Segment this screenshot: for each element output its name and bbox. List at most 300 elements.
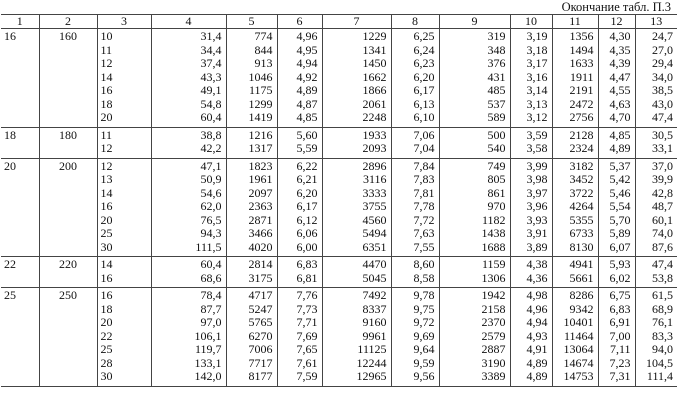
table-cell: 4,96 (526, 301, 548, 316)
table-cell: 7,00 (609, 328, 631, 343)
table-cell: 844 (254, 42, 273, 57)
table-cell: 87,7 (200, 301, 222, 316)
group-key-col2: 160 (59, 29, 77, 43)
table-cell: 1438 (481, 226, 506, 240)
table-cell: 22 (100, 328, 113, 343)
table-cell: 6,06 (296, 226, 318, 240)
table-cell: 4470 (362, 257, 387, 271)
table-cell: 6,25 (413, 29, 435, 43)
table-cell: 7,11 (609, 342, 631, 356)
table-cell: 87,6 (652, 239, 673, 254)
table-cell: 4,92 (296, 69, 318, 84)
table-cell: 2158 (481, 301, 506, 316)
table-cell: 4,35 (609, 42, 631, 57)
table-cell: 3,12 (526, 110, 548, 124)
table-cell: 20 (100, 212, 113, 227)
table-cell: 3722 (569, 185, 594, 200)
table-cell: 1175 (248, 83, 273, 97)
table-cell: 14 (100, 69, 113, 84)
table-cell: 2896 (362, 158, 387, 173)
table-cell: 7,59 (296, 369, 318, 383)
table-cell: 4,98 (526, 288, 548, 302)
table-cell: 47,4 (652, 257, 673, 271)
table-cell: 76,1 (652, 315, 673, 329)
table-cell: 11 (100, 127, 113, 142)
table-cell: 133,1 (194, 355, 222, 370)
table-cell: 2579 (481, 328, 506, 343)
column-header-3: 3 (97, 15, 151, 29)
group-key-col1: 20 (4, 158, 16, 173)
table-cell: 38,5 (652, 83, 673, 97)
table-cell: 9,75 (413, 301, 435, 316)
table-cell: 5045 (362, 270, 387, 285)
table-cell: 37,4 (200, 56, 222, 70)
table-cell: 3,17 (526, 56, 548, 70)
table-cell: 48,7 (652, 199, 673, 213)
table-cell: 5494 (362, 226, 387, 240)
table-cell: 3,58 (526, 141, 548, 155)
table-cell: 83,3 (652, 328, 673, 343)
table-cell: 8130 (569, 239, 594, 254)
table-cell: 6,21 (296, 172, 318, 186)
table-cell: 2324 (569, 141, 594, 155)
table-cell: 60,1 (652, 212, 673, 227)
group-key-col1: 22 (4, 257, 16, 271)
table-caption: Окончание табл. П.3 (561, 0, 671, 14)
table-cell: 7,69 (296, 328, 318, 343)
column-header-6: 6 (277, 15, 322, 29)
table-cell: 4,89 (609, 141, 631, 155)
table-cell: 16 (100, 288, 113, 302)
table-cell: 2370 (481, 315, 506, 329)
table-cell: 1341 (362, 42, 387, 57)
table-cell: 7,76 (296, 288, 318, 302)
table-cell: 7,65 (296, 342, 318, 356)
table-cell: 111,5 (195, 239, 222, 254)
table-cell: 1306 (481, 270, 506, 285)
table-cell: 47,1 (200, 158, 222, 173)
table-cell: 1299 (248, 96, 273, 111)
table-cell: 6,00 (296, 239, 318, 254)
table-cell: 27,0 (652, 42, 673, 57)
table-body (1, 29, 677, 387)
group-key-col1: 18 (4, 127, 16, 142)
column-header-8: 8 (391, 15, 439, 29)
table-cell: 74,0 (652, 226, 673, 240)
table-cell: 5,59 (296, 141, 318, 155)
table-cell: 4560 (362, 212, 387, 227)
table-cell: 7,73 (296, 301, 318, 316)
table-cell: 25 (100, 226, 113, 240)
table-cell: 53,8 (652, 270, 673, 285)
table-cell: 4264 (569, 199, 594, 213)
data-table (1, 14, 677, 387)
table-cell: 3,98 (526, 172, 548, 186)
group-key-col1: 25 (4, 288, 16, 302)
table-cell: 6,91 (609, 315, 631, 329)
table-cell: 4,39 (609, 56, 631, 70)
table-cell: 7,06 (413, 127, 435, 142)
table-cell: 1662 (362, 69, 387, 84)
table-cell: 6,75 (609, 288, 631, 302)
table-cell: 6733 (569, 226, 594, 240)
table-cell: 10 (100, 29, 113, 43)
table-cell: 500 (487, 127, 506, 142)
table-cell: 8,58 (413, 270, 435, 285)
table-cell: 7,84 (413, 158, 435, 173)
table-cell: 7,23 (609, 355, 631, 370)
table-cell: 540 (487, 141, 506, 155)
table-cell: 8177 (248, 369, 273, 383)
table-cell: 1823 (248, 158, 273, 173)
table-cell: 16 (100, 199, 113, 213)
table-cell: 3452 (569, 172, 594, 186)
table-cell: 8286 (569, 288, 594, 302)
table-cell: 33,1 (652, 141, 673, 155)
table-cell: 4,63 (609, 96, 631, 111)
table-cell: 4,38 (526, 257, 548, 271)
table-cell: 37,0 (652, 158, 673, 173)
table-cell: 3,91 (526, 226, 548, 240)
table-cell: 3,59 (526, 127, 548, 142)
column-header-4: 4 (151, 15, 226, 29)
table-cell: 319 (487, 29, 506, 43)
table-cell: 2871 (248, 212, 273, 227)
table-cell: 6,22 (296, 158, 318, 173)
table-cell: 7,04 (413, 141, 435, 155)
table-cell: 5,89 (609, 226, 631, 240)
table-cell: 4717 (248, 288, 273, 302)
table-cell: 4,85 (296, 110, 318, 124)
table-cell: 43,0 (652, 96, 673, 111)
table-cell: 1866 (362, 83, 387, 97)
table-cell: 14 (100, 185, 113, 200)
table-cell: 485 (487, 83, 506, 97)
table-cell: 16 (100, 83, 113, 97)
table-cell: 12244 (356, 355, 387, 370)
table-cell: 7,78 (413, 199, 435, 213)
table-cell: 6,83 (296, 257, 318, 271)
table-cell: 4,85 (609, 127, 631, 142)
table-cell: 3333 (362, 185, 387, 200)
column-header-13: 13 (635, 15, 677, 29)
table-cell: 774 (254, 29, 273, 43)
table-cell: 1933 (362, 127, 387, 142)
column-header-1: 1 (1, 15, 39, 29)
table-cell: 2061 (362, 96, 387, 111)
table-cell: 1356 (569, 29, 594, 43)
table-cell: 1911 (569, 69, 594, 84)
table-cell: 6,83 (609, 301, 631, 316)
table-cell: 3,16 (526, 69, 548, 84)
table-cell: 376 (487, 56, 506, 70)
column-header-12: 12 (598, 15, 635, 29)
column-header-9: 9 (439, 15, 510, 29)
table-cell: 4,93 (526, 328, 548, 343)
table-cell: 68,6 (200, 270, 222, 285)
table-cell: 18 (100, 96, 113, 111)
table-cell: 6,24 (413, 42, 435, 57)
table-cell: 142,0 (194, 369, 222, 383)
table-cell: 11125 (357, 342, 387, 356)
table-cell: 2363 (248, 199, 273, 213)
table-cell: 6,20 (296, 185, 318, 200)
table-cell: 431 (487, 69, 506, 84)
table-cell: 2097 (248, 185, 273, 200)
table-cell: 7,81 (413, 185, 435, 200)
table-cell: 913 (254, 56, 273, 70)
table-cell: 14674 (563, 355, 594, 370)
table-cell: 29,4 (652, 56, 673, 70)
table-cell: 2191 (569, 83, 594, 97)
table-cell: 7,63 (413, 226, 435, 240)
table-cell: 78,4 (200, 288, 222, 302)
table-cell: 2814 (248, 257, 273, 271)
table-cell: 4941 (569, 257, 594, 271)
table-cell: 7,61 (296, 355, 318, 370)
table-cell: 3,14 (526, 83, 548, 97)
table-cell: 9,59 (413, 355, 435, 370)
table-cell: 104,5 (646, 355, 673, 370)
table-cell: 6270 (248, 328, 273, 343)
table-cell: 8337 (362, 301, 387, 316)
table-cell: 25 (100, 342, 113, 356)
table-cell: 60,4 (200, 257, 222, 271)
table-cell: 9,72 (413, 315, 435, 329)
table-cell: 7,55 (413, 239, 435, 254)
table-cell: 7,71 (296, 315, 318, 329)
column-header-10: 10 (510, 15, 552, 29)
table-cell: 4,55 (609, 83, 631, 97)
header-row (1, 15, 677, 29)
table-cell: 4,47 (609, 69, 631, 84)
table-cell: 4,30 (609, 29, 631, 43)
table-cell: 861 (487, 185, 506, 200)
table-cell: 28 (100, 355, 113, 370)
table-cell: 9,69 (413, 328, 435, 343)
table-cell: 12 (100, 158, 113, 173)
table-cell: 1942 (481, 288, 506, 302)
table-cell: 6351 (362, 239, 387, 254)
table-cell: 12965 (356, 369, 387, 383)
table-cell: 1633 (569, 56, 594, 70)
table-cell: 3175 (248, 270, 273, 285)
table-cell: 4,87 (296, 96, 318, 111)
table-cell: 20 (100, 110, 113, 124)
table-cell: 54,8 (200, 96, 222, 111)
table-cell: 1450 (362, 56, 387, 70)
table-cell: 1159 (481, 257, 506, 271)
table-cell: 4,36 (526, 270, 548, 285)
table-cell: 14 (100, 257, 113, 271)
table-cell: 5765 (248, 315, 273, 329)
table-cell: 5,37 (609, 158, 631, 173)
table-cell: 4,89 (526, 369, 548, 383)
table-cell: 24,7 (652, 29, 673, 43)
table-cell: 3,97 (526, 185, 548, 200)
table-cell: 9,64 (413, 342, 435, 356)
table-cell: 1688 (481, 239, 506, 254)
table-cell: 3116 (362, 172, 387, 186)
table-cell: 3182 (569, 158, 594, 173)
table-cell: 1494 (569, 42, 594, 57)
table-cell: 47,4 (652, 110, 673, 124)
table-cell: 4,89 (296, 83, 318, 97)
table-cell: 1182 (481, 212, 506, 227)
table-cell: 2887 (481, 342, 506, 356)
table-cell: 8,60 (413, 257, 435, 271)
table-cell: 6,23 (413, 56, 435, 70)
table-row-group (1, 288, 677, 387)
table-cell: 3,89 (526, 239, 548, 254)
table-cell: 7717 (248, 355, 273, 370)
table-cell: 4020 (248, 239, 273, 254)
table-cell: 50,9 (200, 172, 222, 186)
table-cell: 111,4 (646, 369, 673, 383)
group-key-col2: 250 (59, 288, 77, 302)
table-cell: 2248 (362, 110, 387, 124)
table-cell: 62,0 (200, 199, 222, 213)
table-cell: 3190 (481, 355, 506, 370)
group-key-col2: 180 (59, 127, 77, 142)
table-cell: 11464 (563, 328, 594, 343)
table-cell: 6,07 (609, 239, 631, 254)
table-cell: 38,8 (200, 127, 222, 142)
table-cell: 3,99 (526, 158, 548, 173)
table-cell: 34,0 (652, 69, 673, 84)
table-cell: 9961 (362, 328, 387, 343)
table-cell: 4,94 (296, 56, 318, 70)
table-cell: 7,31 (609, 369, 631, 383)
table-cell: 4,95 (296, 42, 318, 57)
group-key-col1: 16 (4, 29, 16, 43)
table-cell: 3,96 (526, 199, 548, 213)
table-cell: 5,60 (296, 127, 318, 142)
table-cell: 7492 (362, 288, 387, 302)
table-cell: 348 (487, 42, 506, 57)
table-cell: 1419 (248, 110, 273, 124)
table-cell: 10401 (563, 315, 594, 329)
table-cell: 54,6 (200, 185, 222, 200)
table-cell: 94,0 (652, 342, 673, 356)
table-cell: 3,19 (526, 29, 548, 43)
table-cell: 42,2 (200, 141, 222, 155)
column-header-2: 2 (39, 15, 97, 29)
table-cell: 11 (100, 42, 113, 57)
table-row-group (1, 127, 677, 158)
table-cell: 9342 (569, 301, 594, 316)
table-cell: 1961 (248, 172, 273, 186)
column-header-5: 5 (226, 15, 277, 29)
table-cell: 43,3 (200, 69, 222, 84)
group-key-col2: 220 (59, 257, 77, 271)
table-cell: 3755 (362, 199, 387, 213)
table-cell: 1229 (362, 29, 387, 43)
table-cell: 2472 (569, 96, 594, 111)
table-cell: 14753 (563, 369, 594, 383)
table-cell: 5,46 (609, 185, 631, 200)
table-cell: 94,3 (200, 226, 222, 240)
table-cell: 6,10 (413, 110, 435, 124)
table-cell: 3,18 (526, 42, 548, 57)
table-row-group (1, 257, 677, 288)
table-cell: 42,8 (652, 185, 673, 200)
column-header-7: 7 (322, 15, 391, 29)
table-cell: 1317 (248, 141, 273, 155)
table-cell: 6,12 (296, 212, 318, 227)
table-cell: 31,4 (200, 29, 222, 43)
table-cell: 12 (100, 56, 113, 70)
table-cell: 30 (100, 369, 113, 383)
table-cell: 6,17 (413, 83, 435, 97)
table-cell: 1046 (248, 69, 273, 84)
table-cell: 5,54 (609, 199, 631, 213)
table-cell: 76,5 (200, 212, 222, 227)
table-cell: 39,9 (652, 172, 673, 186)
table-cell: 30,5 (652, 127, 673, 142)
table-cell: 7,72 (413, 212, 435, 227)
table-cell: 1216 (248, 127, 273, 142)
column-header-11: 11 (552, 15, 598, 29)
table-cell: 6,02 (609, 270, 631, 285)
table-cell: 13064 (563, 342, 594, 356)
table-row-group (1, 29, 677, 128)
table-cell: 5355 (569, 212, 594, 227)
table-cell: 49,1 (200, 83, 222, 97)
table-cell: 13 (100, 172, 113, 186)
table-cell: 2093 (362, 141, 387, 155)
table-cell: 2756 (569, 110, 594, 124)
table-cell: 5,42 (609, 172, 631, 186)
table-cell: 537 (487, 96, 506, 111)
table-cell: 34,4 (200, 42, 222, 57)
table-cell: 30 (100, 239, 113, 254)
table-cell: 3,93 (526, 212, 548, 227)
table-cell: 970 (487, 199, 506, 213)
table-row-group (1, 158, 677, 257)
table-cell: 7,83 (413, 172, 435, 186)
table-cell: 6,20 (413, 69, 435, 84)
table-cell: 4,96 (296, 29, 318, 43)
table-cell: 20 (100, 315, 113, 329)
table-cell: 18 (100, 301, 113, 316)
table-cell: 5661 (569, 270, 594, 285)
table-cell: 9160 (362, 315, 387, 329)
table-cell: 9,56 (413, 369, 435, 383)
table-cell: 16 (100, 270, 113, 285)
table-cell: 12 (100, 141, 113, 155)
table-cell: 119,7 (194, 342, 222, 356)
table-cell: 3389 (481, 369, 506, 383)
table-cell: 805 (487, 172, 506, 186)
table-cell: 4,91 (526, 342, 548, 356)
table-cell: 5,70 (609, 212, 631, 227)
table-cell: 4,89 (526, 355, 548, 370)
table-cell: 61,5 (652, 288, 673, 302)
table-cell: 4,94 (526, 315, 548, 329)
table-cell: 7006 (248, 342, 273, 356)
table-cell: 2128 (569, 127, 594, 142)
group-key-col2: 200 (59, 158, 77, 173)
table-cell: 5,93 (609, 257, 631, 271)
table-cell: 589 (487, 110, 506, 124)
table-cell: 3,13 (526, 96, 548, 111)
table-cell: 68,9 (652, 301, 673, 316)
table-cell: 4,70 (609, 110, 631, 124)
table-cell: 6,81 (296, 270, 318, 285)
table-cell: 60,4 (200, 110, 222, 124)
table-cell: 6,13 (413, 96, 435, 111)
